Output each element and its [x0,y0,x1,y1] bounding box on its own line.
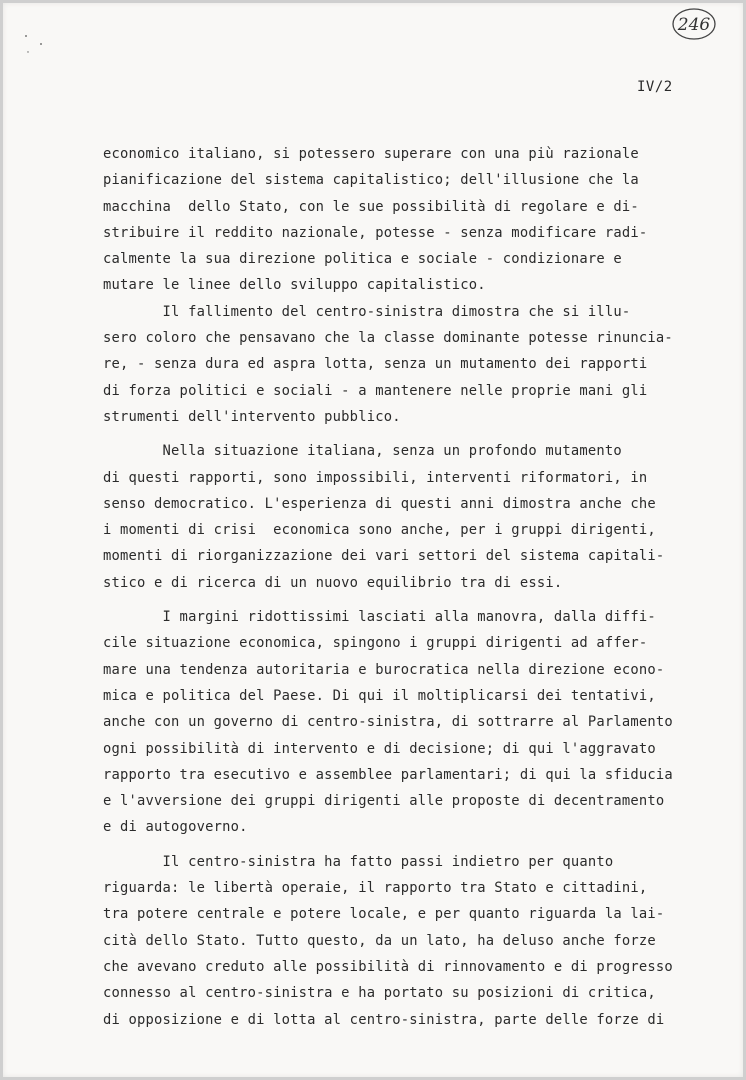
text-line: I margini ridottissimi lasciati alla manovra, dalla diffi- [103,609,656,626]
document-page [3,3,743,1077]
text-line: e di autogoverno. [103,819,248,836]
text-line: ogni possibilità di intervento e di decisione; di qui l'aggravato [103,740,656,757]
text-line: cile situazione economica, spingono i gruppi dirigenti ad affer- [103,635,648,652]
text-line: sero coloro che pensavano che la classe dominante potesse rinuncia- [103,330,673,347]
text-line: i momenti di crisi economica sono anche, per i gruppi dirigenti, [103,522,656,539]
text-line: riguarda: le libertà operaie, il rapporto tra Stato e cittadini, [103,880,648,897]
text-line: Nella situazione italiana, senza un profondo mutamento [103,443,622,460]
paragraph [103,849,703,1033]
paragraph [103,141,703,299]
text-line: e l'avversione dei gruppi dirigenti alle proposte di decentramento [103,793,665,810]
paragraph [103,438,703,596]
text-line: momenti di riorganizzazione dei vari settori del sistema capitali- [103,548,665,565]
text-line: Il fallimento del centro-sinistra dimostra che si illu- [103,303,631,320]
text-line: di opposizione e di lotta al centro-sinistra, parte delle forze di [103,1011,665,1028]
text-line: pianificazione del sistema capitalistico; dell'illusione che la [103,172,639,189]
text-line: re, - senza dura ed aspra lotta, senza un mutamento dei rapporti [103,356,648,373]
text-line: di questi rapporti, sono impossibili, interventi riformatori, in [103,469,648,486]
text-line: connesso al centro-sinistra e ha portato su posizioni di critica, [103,985,656,1002]
paragraph [103,604,703,841]
paragraph [103,299,703,430]
text-line: stribuire il reddito nazionale, potesse - senza modificare radi- [103,224,648,241]
paper-specks [23,33,53,61]
text-line: macchina dello Stato, con le sue possibilità di regolare e di- [103,198,639,215]
text-line: stico e di ricerca di un nuovo equilibrio tra di essi. [103,574,563,591]
text-line: rapporto tra esecutivo e assemblee parlamentari; di qui la sfiducia [103,766,673,783]
text-line: mica e politica del Paese. Di qui il moltiplicarsi dei tentativi, [103,687,656,704]
text-line: economico italiano, si potessero superare con una più razionale [103,146,639,162]
body-text [103,141,703,1033]
page-number-stamp [671,7,717,41]
text-line: mutare le linee dello sviluppo capitalistico. [103,277,486,294]
text-line: cità dello Stato. Tutto questo, da un lato, ha deluso anche forze [103,932,656,949]
paragraph-gap [103,430,703,438]
text-line: senso democratico. L'esperienza di questi anni dimostra anche che [103,495,656,512]
paragraph-gap [103,596,703,604]
text-line: tra potere centrale e potere locale, e per quanto riguarda la lai- [103,906,665,923]
text-line: calmente la sua direzione politica e sociale - condizionare e [103,251,622,268]
text-line: di forza politici e sociali - a mantenere nelle proprie mani gli [103,382,648,399]
paragraph-gap [103,841,703,849]
stamp-number: 246 [677,15,711,35]
text-line: mare una tendenza autoritaria e burocratica nella direzione econo- [103,661,665,678]
text-line: che avevano creduto alle possibilità di rinnovamento e di progresso [103,958,673,975]
text-line: strumenti dell'intervento pubblico. [103,408,401,425]
page-reference: IV/2 [637,79,673,95]
text-line: anche con un governo di centro-sinistra, di sottrarre al Parlamento [103,714,673,731]
text-line: Il centro-sinistra ha fatto passi indietro per quanto [103,853,614,870]
